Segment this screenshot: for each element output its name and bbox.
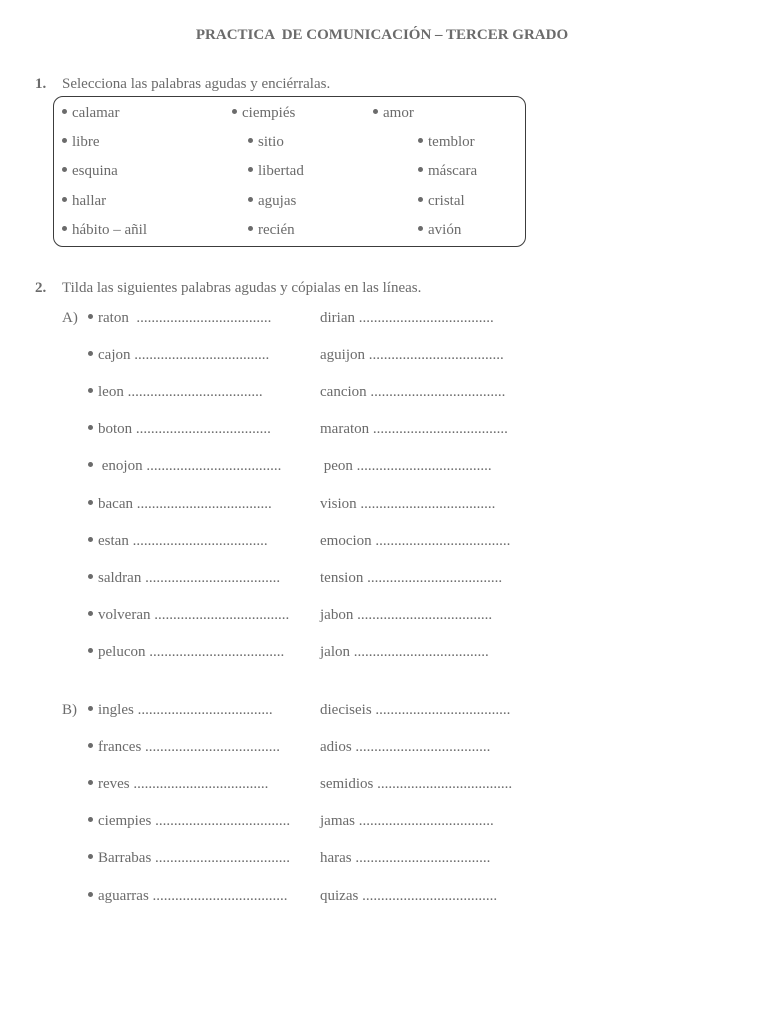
word-label: cristal <box>428 193 465 209</box>
word-text: enojon .................................... <box>98 458 282 475</box>
word-item[interactable] <box>62 222 147 239</box>
word-line-right[interactable]: cancion .................................... <box>320 384 506 401</box>
bullet-icon <box>88 574 93 579</box>
word-text: reves .................................... <box>98 776 269 793</box>
question-2-number: 2. <box>35 280 47 296</box>
word-text: Barrabas .................................... <box>98 850 291 867</box>
word-line-right[interactable]: adios .................................... <box>320 739 491 756</box>
question-1-text: Selecciona las palabras agudas y enciérralas. <box>62 76 331 92</box>
word-line-left[interactable] <box>88 813 290 830</box>
word-text: ingles .................................... <box>98 702 273 718</box>
word-item[interactable] <box>373 105 414 122</box>
word-text: pelucon .................................... <box>98 643 285 660</box>
bullet-icon <box>248 138 253 143</box>
word-line-right[interactable]: jamas .................................... <box>320 813 494 830</box>
word-text: frances .................................... <box>98 739 281 756</box>
word-label: amor <box>383 105 414 121</box>
bullet-icon <box>62 109 67 114</box>
word-text: cajon .................................... <box>98 347 270 364</box>
word-text: saldran .................................... <box>98 569 281 586</box>
word-line-left[interactable] <box>88 384 263 401</box>
bullet-icon <box>88 314 93 319</box>
word-label: recién <box>258 222 295 238</box>
bullet-icon <box>88 388 93 393</box>
word-label: libre <box>72 134 100 150</box>
bullet-icon <box>62 197 67 202</box>
word-line-left[interactable] <box>88 496 272 513</box>
word-item[interactable] <box>62 163 118 180</box>
word-label: hallar <box>72 193 107 209</box>
word-text: boton .................................... <box>98 421 271 438</box>
word-line-right[interactable]: emocion .................................... <box>320 532 511 549</box>
bullet-icon <box>62 138 67 143</box>
bullet-icon <box>373 109 378 114</box>
word-item[interactable] <box>248 193 296 210</box>
word-text: bacan .................................... <box>98 495 272 512</box>
question-1-number: 1. <box>35 76 47 92</box>
word-text: raton .................................... <box>98 310 272 326</box>
word-item[interactable] <box>248 163 304 180</box>
word-line-left[interactable] <box>88 458 281 475</box>
word-label: sitio <box>258 134 284 150</box>
word-label: máscara <box>428 163 478 179</box>
bullet-icon <box>88 648 93 653</box>
word-line-right[interactable]: tension .................................... <box>320 569 503 586</box>
bullet-icon <box>62 167 67 172</box>
bullet-icon <box>88 743 93 748</box>
bullet-icon <box>88 892 93 897</box>
word-item[interactable] <box>62 105 119 122</box>
word-label: agujas <box>258 193 297 209</box>
word-item[interactable] <box>248 222 295 239</box>
bullet-icon <box>88 351 93 356</box>
word-line-left[interactable] <box>88 644 284 661</box>
group-a-label: A) <box>62 310 78 326</box>
bullet-icon <box>418 138 423 143</box>
bullet-icon <box>418 167 423 172</box>
bullet-icon <box>88 500 93 505</box>
word-line-right[interactable]: maraton .................................... <box>320 421 508 438</box>
word-line-left[interactable] <box>88 702 273 719</box>
bullet-icon <box>418 197 423 202</box>
bullet-icon <box>62 226 67 231</box>
bullet-icon <box>248 167 253 172</box>
bullet-icon <box>88 537 93 542</box>
bullet-icon <box>88 611 93 616</box>
word-line-right[interactable]: quizas .................................... <box>320 887 498 904</box>
word-line-left[interactable] <box>88 347 269 364</box>
word-line-left[interactable] <box>88 776 268 793</box>
word-line-left[interactable] <box>88 607 289 624</box>
bullet-icon <box>418 226 423 231</box>
bullet-icon <box>88 854 93 859</box>
word-line-right[interactable]: haras .................................... <box>320 850 491 867</box>
word-line-right[interactable]: dirian .................................... <box>320 310 494 326</box>
page-title: PRACTICA DE COMUNICACIÓN – TERCER GRADO <box>195 27 569 43</box>
word-line-right[interactable]: aguijon .................................... <box>320 347 504 364</box>
word-line-left[interactable] <box>88 570 280 587</box>
word-line-left[interactable] <box>88 421 271 438</box>
word-label: esquina <box>72 163 118 179</box>
word-line-right[interactable]: dieciseis .................................... <box>320 702 511 718</box>
word-item[interactable] <box>418 163 477 180</box>
word-text: ciempies .................................... <box>98 813 291 830</box>
word-text: estan .................................... <box>98 532 268 549</box>
word-line-left[interactable] <box>88 888 288 905</box>
word-label: libertad <box>258 163 304 179</box>
word-label: calamar <box>72 105 120 121</box>
word-item[interactable] <box>232 105 295 122</box>
bullet-icon <box>88 817 93 822</box>
word-item[interactable] <box>418 222 461 239</box>
question-2-text: Tilda las siguientes palabras agudas y cópialas en las líneas. <box>62 280 422 296</box>
word-label: avión <box>428 222 462 238</box>
word-line-left[interactable] <box>88 533 268 550</box>
word-item[interactable] <box>418 134 475 151</box>
word-line-left[interactable] <box>88 850 290 867</box>
word-line-left[interactable] <box>88 739 280 756</box>
group-b-label: B) <box>62 702 77 718</box>
word-item[interactable] <box>248 134 284 151</box>
bullet-icon <box>88 462 93 467</box>
word-item[interactable] <box>62 134 100 151</box>
bullet-icon <box>88 425 93 430</box>
word-line-right[interactable]: jalon .................................... <box>320 643 489 660</box>
bullet-icon <box>232 109 237 114</box>
word-line-left[interactable] <box>88 310 271 327</box>
word-text: volveran .................................... <box>98 606 290 623</box>
bullet-icon <box>88 706 93 711</box>
word-text: leon .................................... <box>98 384 263 401</box>
word-line-right[interactable]: jabon .................................... <box>320 606 493 623</box>
word-text: aguarras .................................... <box>98 887 288 904</box>
word-label: temblor <box>428 134 475 150</box>
word-line-right[interactable]: peon .................................... <box>320 458 492 475</box>
word-label: hábito – añil <box>72 222 147 238</box>
bullet-icon <box>248 226 253 231</box>
bullet-icon <box>88 780 93 785</box>
bullet-icon <box>248 197 253 202</box>
word-line-right[interactable]: vision .................................... <box>320 495 496 512</box>
word-line-right[interactable]: semidios .................................... <box>320 776 513 793</box>
word-item[interactable] <box>62 193 106 210</box>
word-label: ciempiés <box>242 105 296 121</box>
word-item[interactable] <box>418 193 465 210</box>
